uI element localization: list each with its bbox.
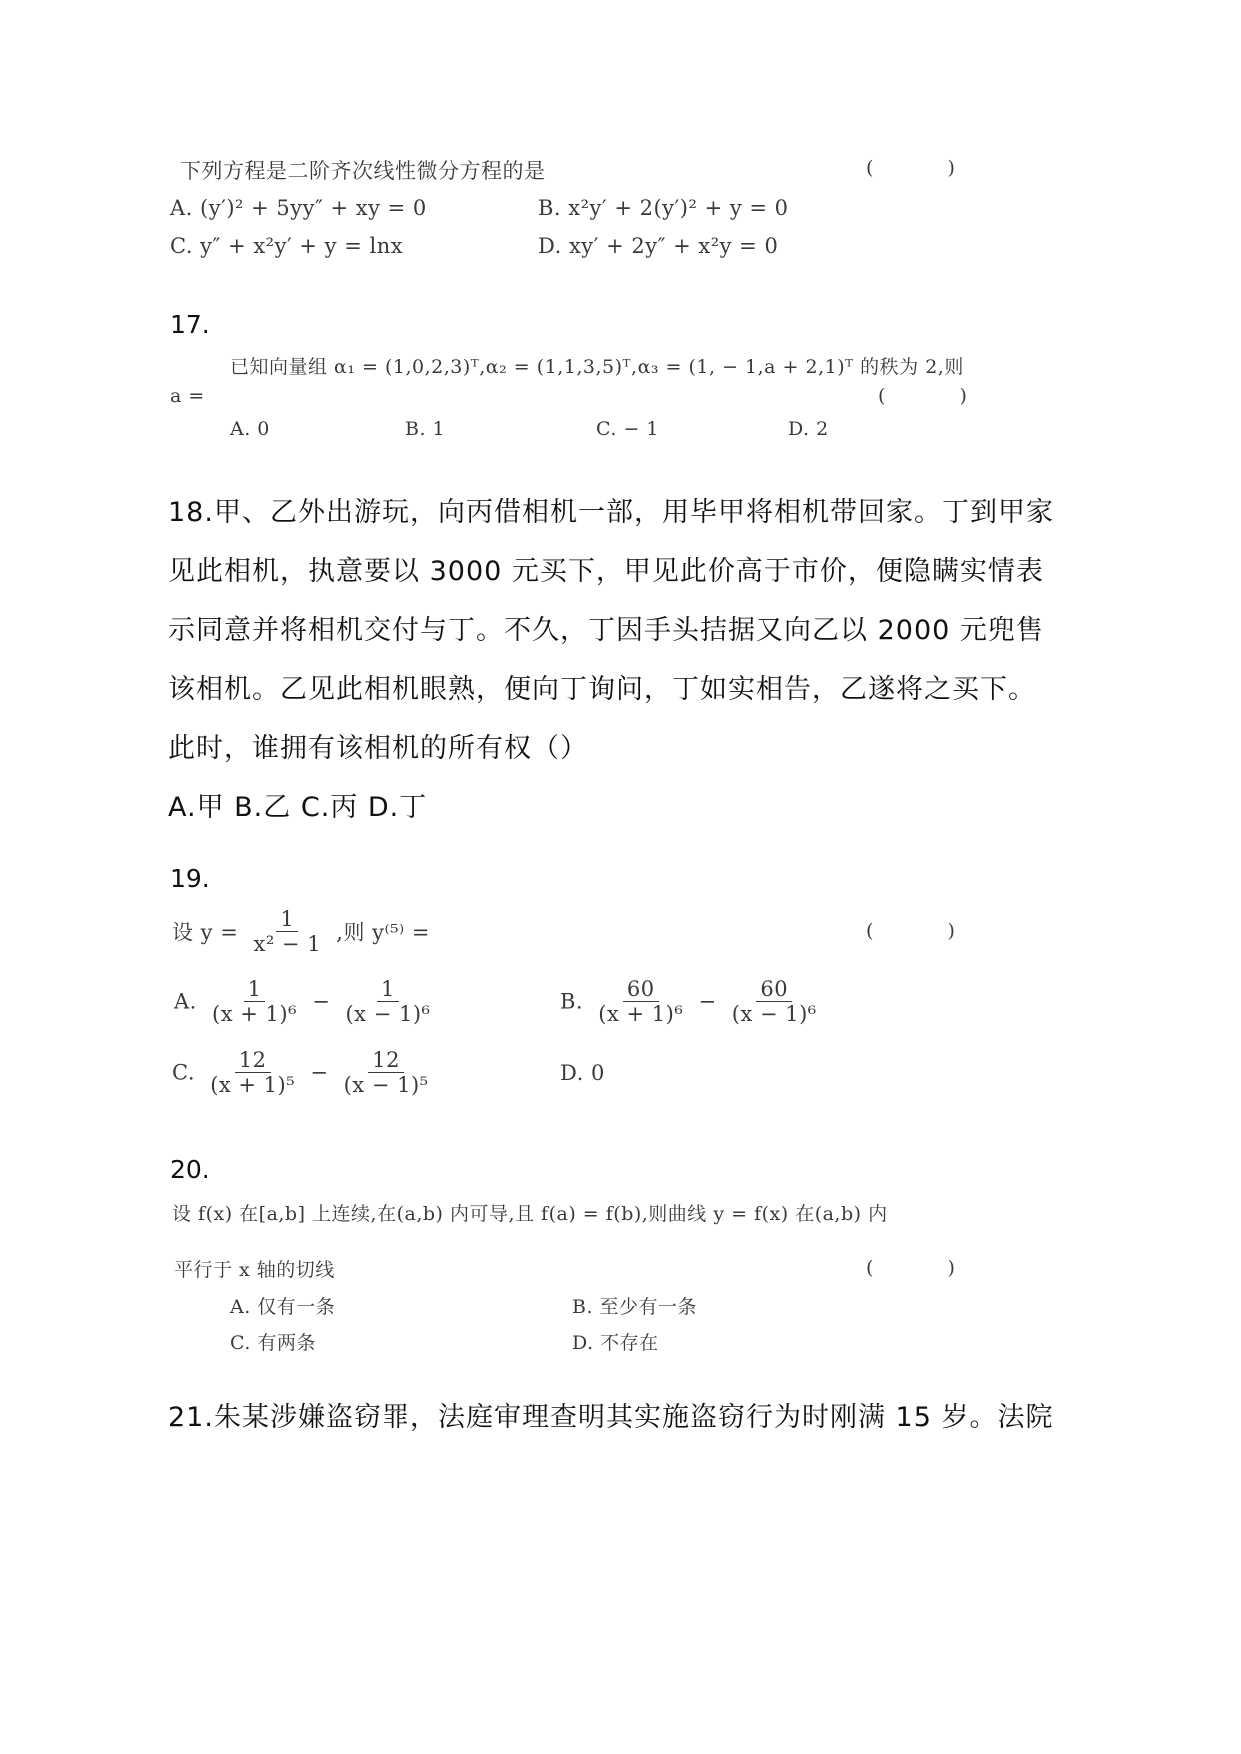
q17-option-d: D. 2 (788, 418, 829, 440)
q17-option-a: A. 0 (230, 418, 270, 440)
q19-option-a-num1: 1 (244, 978, 266, 1002)
q19-option-b-den1: (x + 1)⁶ (598, 1002, 684, 1026)
q19-option-b-num2: 60 (756, 978, 792, 1002)
q18-options: A.甲 B.乙 C.丙 D.丁 (168, 792, 428, 823)
q19-option-a (174, 978, 438, 1025)
q17-option-b: B. 1 (405, 418, 446, 440)
q20-option-a: A. 仅有一条 (230, 1296, 336, 1318)
q19-stem-denominator: x² − 1 (253, 932, 322, 956)
q16-option-b: B. x²y′ + 2(y′)² + y = 0 (538, 196, 789, 220)
q19-stem-numerator: 1 (276, 908, 298, 932)
q21-line-1: 21.朱某涉嫌盗窃罪，法庭审理查明其实施盗窃行为时刚满 15 岁。法院 (168, 1402, 1054, 1433)
q16-answer-paren: ( ) (866, 157, 989, 179)
q19-option-b-label: B. (560, 989, 584, 1014)
q20-option-d: D. 不存在 (572, 1332, 659, 1354)
q17-option-c: C. − 1 (596, 418, 659, 440)
q19-option-b-num1: 60 (623, 978, 659, 1002)
q19-option-a-den1: (x + 1)⁶ (212, 1002, 297, 1026)
q19-option-b-frac1 (594, 978, 687, 1025)
q19-option-b-den2: (x − 1)⁶ (731, 1002, 817, 1026)
q17-number: 17. (170, 310, 210, 339)
q19-option-b-frac2 (728, 978, 821, 1025)
q19-option-d: D. 0 (560, 1061, 605, 1085)
q19-option-c-den1: (x + 1)⁵ (210, 1073, 296, 1097)
q20-number: 20. (170, 1155, 210, 1184)
q19-option-c-frac1 (206, 1049, 299, 1096)
q19-option-c-frac2 (340, 1049, 433, 1096)
q19-option-c-num1: 12 (235, 1049, 271, 1073)
q19-option-a-frac2 (341, 978, 434, 1025)
q16-option-c: C. y″ + x²y′ + y = lnx (170, 234, 404, 258)
q20-stem: 设 f(x) 在[a,b] 上连续,在(a,b) 内可导,且 f(a) = f(b),则曲线 y = f(x) 在(a,b) 内 (172, 1203, 888, 1225)
q19-option-a-den2: (x − 1)⁶ (345, 1002, 431, 1026)
q17-stem: 已知向量组 α₁ = (1,0,2,3)ᵀ,α₂ = (1,1,3,5)ᵀ,α₃ = (1, − 1,a + 2,1)ᵀ 的秩为 2,则 (230, 356, 964, 378)
q19-option-c-den2: (x − 1)⁵ (343, 1073, 429, 1097)
q19-option-a-op: − (312, 989, 331, 1014)
q17-answer-paren: ( ) (878, 385, 1001, 407)
q18-line-3: 示同意并将相机交付与丁。不久，丁因手头拮据又向乙以 2000 元兜售 (168, 615, 1044, 646)
q20-option-c: C. 有两条 (230, 1332, 316, 1354)
q19-number: 19. (170, 864, 210, 893)
q19-option-b-op: − (698, 989, 717, 1014)
q19-option-b (560, 978, 825, 1025)
q18-line-2: 见此相机，执意要以 3000 元买下，甲见此价高于市价，便隐瞒实情表 (168, 556, 1044, 587)
q19-option-a-frac1 (208, 978, 301, 1025)
q19-option-a-label: A. (174, 989, 197, 1014)
q19-option-c-op: − (310, 1060, 329, 1085)
q19-option-c (172, 1049, 437, 1096)
q20-stem-cont: 平行于 x 轴的切线 (174, 1259, 335, 1281)
q19-stem-prefix: 设 y = (172, 920, 239, 945)
q20-option-b: B. 至少有一条 (572, 1296, 698, 1318)
q19-stem-fraction (250, 908, 326, 955)
q19-stem-suffix: ,则 y⁽⁵⁾ = (336, 920, 430, 945)
q16-stem: 下列方程是二阶齐次线性微分方程的是 (180, 159, 546, 183)
q17-stem-cont: a = (170, 385, 205, 407)
q19-option-c-num2: 12 (368, 1049, 404, 1073)
q16-option-d: D. xy′ + 2y″ + x²y = 0 (538, 234, 779, 258)
q20-answer-paren: ( ) (866, 1257, 989, 1279)
q16-option-a: A. (y′)² + 5yy″ + xy = 0 (170, 196, 427, 220)
q19-option-c-label: C. (172, 1060, 195, 1085)
q18-line-4: 该相机。乙见此相机眼熟，便向丁询问，丁如实相告，乙遂将之买下。 (168, 674, 1036, 705)
q19-stem (172, 908, 430, 955)
q18-line-1: 18.甲、乙外出游玩，向丙借相机一部，用毕甲将相机带回家。丁到甲家 (168, 497, 1054, 528)
q18-line-5: 此时，谁拥有该相机的所有权（） (168, 733, 588, 764)
q19-option-a-num2: 1 (377, 978, 399, 1002)
q19-answer-paren: ( ) (866, 920, 989, 942)
